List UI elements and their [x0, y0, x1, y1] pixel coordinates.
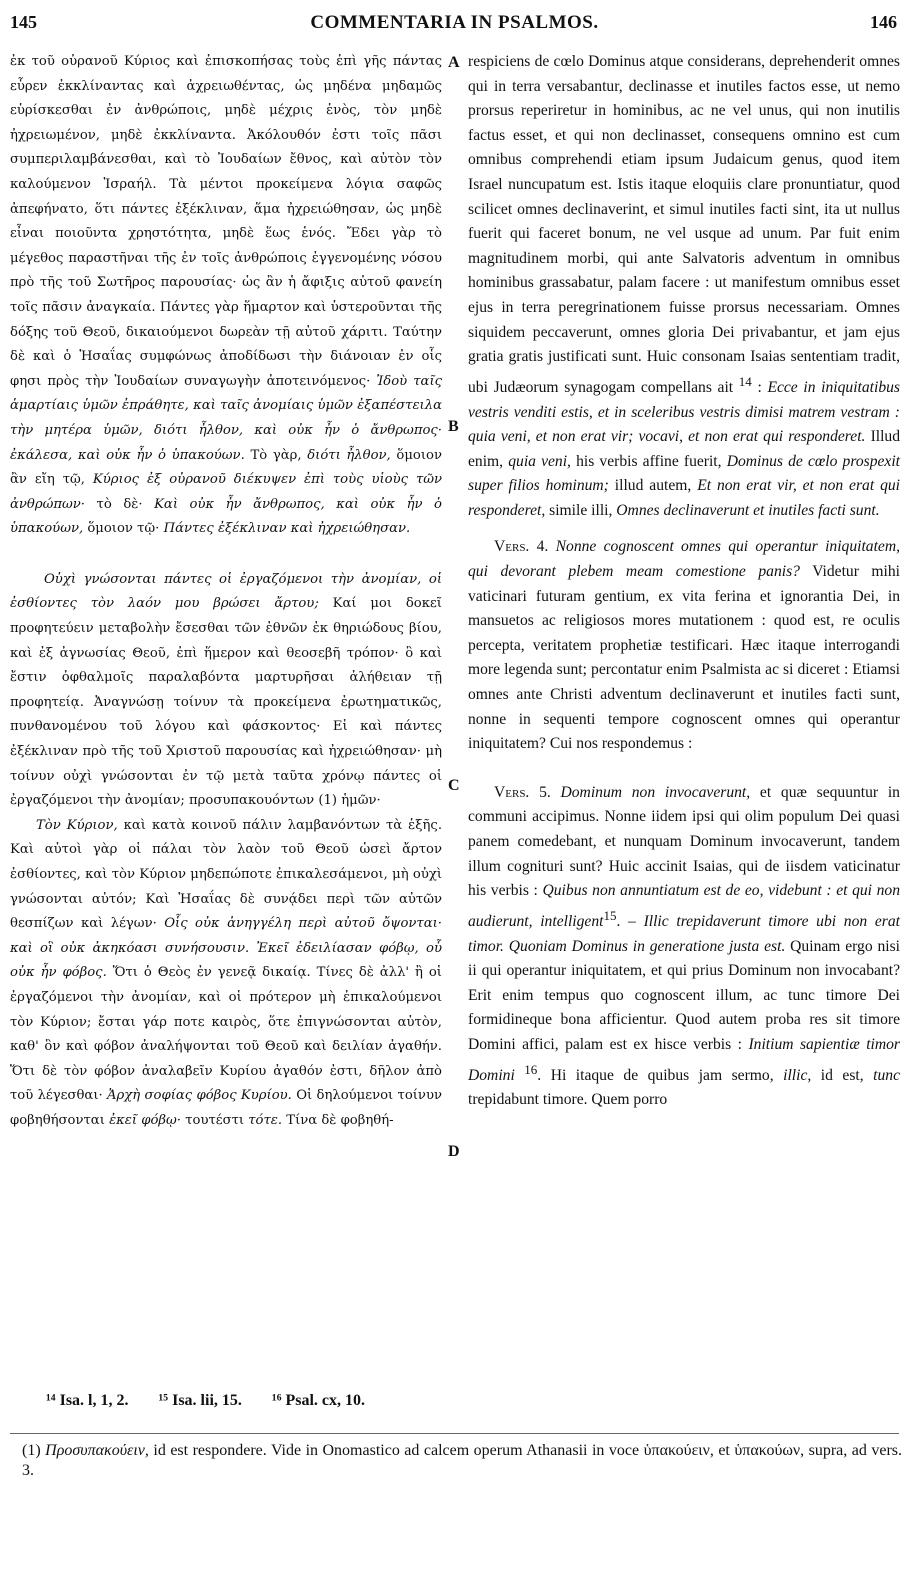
page-header [0, 12, 909, 42]
footnote-text: id est respondere. Vide in Onomastico ad calcem operum Athanasii in voce ὑπακούειν, et ὑπακούων, supra, ad vers. 3. [22, 1442, 902, 1479]
page-number-right: 146 [870, 12, 897, 32]
footnote-mark: (1) [22, 1442, 41, 1459]
reference-16: ¹⁶ Psal. cx, 10. [271, 1392, 366, 1409]
footnote-divider [10, 1433, 899, 1434]
latin-paragraph-1: respiciens de cœlo Dominus atque considerans, deprehenderit omnes qui in terra versabantur, declinasse et inutiles factos esse, ut nemo prorsus reperiretur in hominibus, ac ne vel unus, qui non inutilis factus esset, et qui non declinasset, consequens omnino est cum omnibus comprehendi etiam ipsum Judaicum genus, quod item Israel nuncupatum est. Istis itaque eloquiis clare pronuntiatur, quod scilicet omnes declinaverint, et simul inutiles facti sint, ita ut nullus fuerit qui faceret bonum, ne vel usque ad unum. Par fuit enim magnitudinem morbi, qui ante Salvatoris adventum in omnibus hominibus grassabatur, palam facere : ut manifestum omnibus esset ejus in terra peregrinationem fuisse prorsus necessariam. Omnes siquidem peccaverunt, omnes gloria Dei privabantur, et jam ejus gratia gratis justificati sunt. Huic consonam Isaias sententiam tradit, ubi Judæorum synagogam compellans ait $^{14}$ : Ecce in iniquitatibus vestris venditi estis, et in sceleribus vestris dimisi matrem vestram : quia veni, et non erat vir; vocavi, et non erat qui responderet. Illud enim, quia veni, his verbis affine fuerit, Dominus de cœlo prospexit super filios hominum; illud autem, Et non erat vir, et non erat qui responderet, simile illi, Omnes declinaverunt et inutiles facti sunt. [468, 53, 901, 519]
running-title: COMMENTARIA IN PSALMOS. [310, 12, 599, 33]
latin-paragraph-3: Vers. 5. Dominum non invocaverunt, et quæ sequuntur in communi accipimus. Nonne iidem ipsi qui olim populum Dei quasi panem comedebant, et nunquam Dominum invocaverunt, tandem illum cognituri sunt? Huic accinit Isaias, qui de iisdem vaticinatur his verbis : Quibus non annuntiatum est de eo, videbunt : et qui non audierunt, intelligent$^{15}$. – Illic trepidaverunt timore ubi non erat timor. Quoniam Dominus in generatione justa est. Quinam ergo nisi ii qui operantur iniquitatem, et qui prius Dominum non invocabant? Erit enim tempus quo cognoscent illum, ac tunc timore Dei formidineque bona afficientur. Quod autem proba res sit timore Domini affici, palam est ex hisce verbis : Initium sapientiæ timor Domini $^{16}$. Hi itaque de quibus jam sermo, illic, id est, tunc trepidabunt timore. Quem porro [468, 783, 901, 1109]
margin-letter-c: C [448, 777, 460, 794]
reference-15: ¹⁵ Isa. lii, 15. [158, 1392, 242, 1409]
footnote [22, 1441, 902, 1481]
latin-paragraph-2: Vers. 4. Nonne cognoscent omnes qui operantur iniquitatem, qui devorant plebem meam comestione panis? Videtur mihi vaticinari futuram gentium, ex vita ferina et ignorantia Dei, in mansuetos ac religiosos mores mutationem : quod est, re oculis percepta, veritatem prophetiæ testificari. Hæc itaque interrogandi more legenda sunt; percontatur enim Psalmista ac si diceret : Etiamsi omnes ante Christi adventum declinaverunt et inutiles facti sunt, nonne in sequenti tempore cognoscent omnes qui operantur iniquitatem? Cui nos respondemus : [468, 538, 901, 753]
scripture-references [46, 1392, 391, 1410]
reference-14: ¹⁴ Isa. l, 1, 2. [46, 1392, 129, 1409]
page-number-left: 145 [10, 12, 37, 32]
greek-paragraph-2: Οὐχὶ γνώσονται πάντες οἱ ἐργαζόμενοι τὴν ἀνομίαν, οἱ ἐσθίοντες τὸν λαόν μου βρώσει ἄρτου; Καί μοι δοκεῖ προφητεύειν μεταβολὴν ἔσεσθαι τῶν ἐθνῶν ἐκ θηριώδους βίου, καὶ ἐξ ἀγνωσίας Θεοῦ, ἐπὶ ἥμερον καὶ θεοσεβῆ τρόπον· ὃ καὶ ἔστιν ὀφθαλμοῖς παραλαβόντα μαρτυρῆσαι ἀλήθειαν τῇ προφητείᾳ. Ἀναγνώσῃ τοίνυν τὰ προκείμενα ἐρωτηματικῶς, πυνθανομένου τοῦ λόγου καὶ φάσκοντος· Εἰ καὶ πάντες ἐξέκλιναν πρὸ τῆς τοῦ Χριστοῦ παρουσίας καὶ ἠχρειώθησαν· μὴ τοίνυν οὐχὶ γνώσονται ἐν τῷ μετὰ ταῦτα χρόνῳ πάντες οἱ ἐργαζόμενοι τὴν ἀνομίαν; προσυπακουόντων (1) ἡμῶν· [10, 571, 442, 809]
margin-letter-b: B [448, 418, 459, 435]
greek-paragraph-1: ἐκ τοῦ οὐρανοῦ Κύριος καὶ ἐπισκοπήσας τοὺς ἐπὶ γῆς πάντας εὗρεν ἐκκλίναντας καὶ ἀχρειωθέντας, ὡς μηδένα μηδαμῶς εὑρίσκεσθαι ἐν ἀνθρώποις, μηδὲ μέχρις ἑνὸς, τὸν μηδὲ ἠχρειωμένον, μηδὲ ἐκκλίναντα. Ἀκόλουθόν ἐστι τοῖς πᾶσι συμπεριλαμβάνεσθαι, καὶ τὸ Ἰουδαίων ἔθνος, καὶ αὐτὸν τὸν καλούμενον Ἰσραήλ. Τὰ μέντοι προκείμενα λόγια σαφῶς ἀπεφήνατο, ὅτι πάντες ἐξέκλιναν, ἅμα ἠχρειώθησαν, ὡς μηδὲ εἶναι ποιοῦντα χρηστότητα, μηδὲ ἕως ἑνός. Ἔδει γὰρ τὸ μέγεθος παραστῆναι τῆς ἐν τοῖς ἀνθρώποις ἐγγενομένης νόσου πρὸ τῆς τοῦ Σωτῆρος παρουσίας· ὡς ἂν ἡ ἄφιξις αὐτοῦ φανείη τοῖς πᾶσιν ἀναγκαία. Πάντες γὰρ ἥμαρτον καὶ ὑστεροῦνται τῆς δόξης τοῦ Θεοῦ, δικαιούμενοι δωρεὰν τῇ αὐτοῦ χάριτι. Ταύτην δὲ καὶ ὁ Ἡσαΐας συμφώνως ἀποδίδωσι τὴν διάνοιαν ἐν οἷς φησι πρὸς τὴν Ἰουδαίων συναγωγὴν ἀποτεινόμενος· Ἰδοὺ ταῖς ἁμαρτίαις ὑμῶν ἐπράθητε, καὶ ταῖς ἀνομίαις ὑμῶν ἐξαπέστειλα τὴν μητέρα ὑμῶν, διότι ἦλθον, καὶ οὐκ ἦν ὁ ἄνθρωπος· ἐκάλεσα, καὶ οὐκ ἦν ὁ ὑπακούων. Τὸ γὰρ, διότι ἦλθον, ὅμοιον ἂν εἴη τῷ, Κύριος ἐξ οὐρανοῦ διέκυψεν ἐπὶ τοὺς υἱοὺς τῶν ἀνθρώπων· τὸ δὲ· Καὶ οὐκ ἦν ἄνθρωπος, καὶ οὐκ ἦν ὁ ὑπακούων, ὅμοιον τῷ· Πάντες ἐξέκλιναν καὶ ἠχρειώθησαν. [10, 54, 443, 537]
greek-paragraph-3: Τὸν Κύριον, καὶ κατὰ κοινοῦ πάλιν λαμβανόντων τὰ ἑξῆς. Καὶ αὐτοὶ γὰρ οἱ πάλαι τὸν λαὸν τοῦ Θεοῦ ὡσεὶ ἄρτον ἐσθίοντες, καὶ τὸν Κύριον μηδεπώποτε ἐπικαλεσάμενοι, μὴ οὐχὶ γνώσονται αὐτόν; Καὶ Ἡσαΐας δὲ συνᾴδει περὶ τῶν αὐτῶν θεσπίζων καὶ λέγων· Οἷς οὐκ ἀνηγγέλη περὶ αὐτοῦ ὄψονται· καὶ οἳ οὐκ ἀκηκόασι συνήσουσιν. Ἐκεῖ ἐδειλίασαν φόβῳ, οὗ οὐκ ἦν φόβος. Ὅτι ὁ Θεὸς ἐν γενεᾷ δικαίᾳ. Τίνες δὲ ἀλλ' ἢ οἱ ἐργαζόμενοι τὴν ἀνομίαν, καὶ οἱ πρότερον μὴ ἐπικαλούμενοι τὸν Κύριον; ἔσται γάρ ποτε καιρὸς, ὅτε ἐπιγνώσονται αὐτὸν, καθ' ὃν καὶ φόβον ἀναλήψονται τοῦ Θεοῦ καὶ δειλίαν ἀγαθήν. Ὅτι δὲ τὸν φόβον ἀναλαβεῖν Κυρίου ἀγαθόν ἐστι, δῆλον ἀπὸ τοῦ λέγεσθαι· Ἀρχὴ σοφίας φόβος Κυρίου. Οἱ δηλούμενοι τοίνυν φοβηθήσονται ἐκεῖ φόβῳ· τουτέστι τότε. Τίνα δὲ φοβηθή- [10, 817, 443, 1128]
footnote-greek-term: Προσυπακούειν, [45, 1442, 149, 1459]
latin-column [468, 50, 900, 1113]
margin-letter-a: A [448, 54, 460, 71]
greek-column [10, 50, 442, 1134]
margin-letter-d: D [448, 1143, 460, 1160]
